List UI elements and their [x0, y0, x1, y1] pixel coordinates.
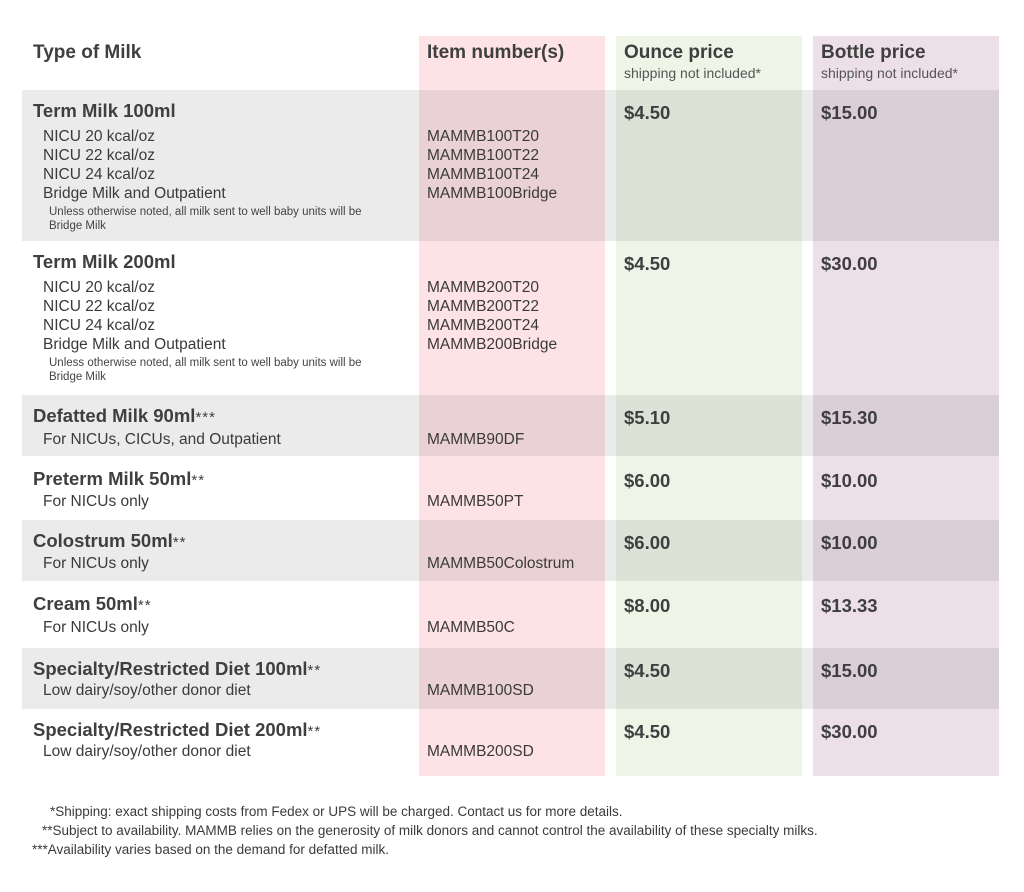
table-header — [0, 42, 1024, 90]
milk-name — [33, 719, 321, 741]
item-numbers — [427, 278, 557, 354]
header-ounce-title: Ounce price — [624, 42, 734, 63]
ounce-price: $4.50 — [624, 102, 671, 123]
variant-label: For NICUs only — [43, 619, 149, 636]
milk-name — [33, 100, 176, 122]
item-numbers — [427, 127, 557, 203]
header-type-of-milk: Type of Milk — [33, 42, 142, 63]
milk-name — [33, 530, 187, 552]
footnote-mark: *** — [32, 842, 48, 857]
availability-mark: ** — [172, 534, 187, 551]
milk-name — [33, 658, 321, 680]
milk-variants — [43, 278, 226, 354]
item-number: MAMMB100T24 — [427, 166, 539, 183]
footnote-mark: ** — [42, 823, 53, 838]
header-item-numbers: Item number(s) — [427, 42, 565, 63]
item-number: MAMMB100Bridge — [427, 185, 558, 202]
variant-label: Low dairy/soy/other donor diet — [43, 682, 251, 699]
variant-label: Low dairy/soy/other donor diet — [43, 743, 251, 760]
milk-variants — [43, 742, 251, 761]
item-number: MAMMB50PT — [427, 493, 524, 510]
milk-name-text: Specialty/Restricted Diet 100ml — [33, 658, 308, 679]
item-number: MAMMB200SD — [427, 743, 534, 760]
milk-name — [33, 593, 152, 615]
bottle-price: $10.00 — [821, 532, 878, 553]
item-numbers — [427, 430, 524, 449]
footnote-mark: * — [50, 804, 56, 819]
ounce-price: $6.00 — [624, 470, 671, 491]
variant-label: NICU 20 kcal/oz — [43, 279, 155, 296]
footnote-text: Availability varies based on the demand for defatted milk. — [47, 842, 389, 857]
milk-name-text: Defatted Milk 90ml — [33, 405, 196, 426]
milk-name-text: Colostrum 50ml — [33, 530, 173, 551]
item-number: MAMMB200Bridge — [427, 336, 558, 353]
variant-label: NICU 24 kcal/oz — [43, 166, 155, 183]
footnote — [32, 840, 818, 859]
availability-mark: ** — [137, 597, 152, 614]
variant-label: Bridge Milk and Outpatient — [43, 336, 226, 353]
table-row — [0, 241, 1024, 395]
item-numbers — [427, 681, 534, 700]
ounce-price: $6.00 — [624, 532, 671, 553]
item-number: MAMMB100SD — [427, 682, 534, 699]
row-note: Unless otherwise noted, all milk sent to well baby units will be Bridge Milk — [49, 357, 362, 383]
bottle-price: $15.30 — [821, 407, 878, 428]
header-bottle-price — [821, 42, 1001, 81]
table-row — [0, 583, 1024, 646]
item-number: MAMMB200T24 — [427, 317, 539, 334]
item-number: MAMMB100T20 — [427, 128, 539, 145]
availability-mark: ** — [307, 662, 322, 679]
item-number: MAMMB200T20 — [427, 279, 539, 296]
milk-variants — [43, 127, 226, 203]
variant-label: Bridge Milk and Outpatient — [43, 185, 226, 202]
variant-label: NICU 22 kcal/oz — [43, 298, 155, 315]
bottle-price: $13.33 — [821, 595, 878, 616]
milk-variants — [43, 681, 251, 700]
item-number: MAMMB50C — [427, 619, 515, 636]
variant-label: For NICUs only — [43, 493, 149, 510]
footnote — [32, 821, 818, 840]
table-row — [0, 648, 1024, 709]
ounce-price: $5.10 — [624, 407, 671, 428]
milk-variants — [43, 618, 149, 637]
item-number: MAMMB200T22 — [427, 298, 539, 315]
footnote-text: Shipping: exact shipping costs from Fedex or UPS will be charged. Contact us for more details. — [55, 804, 623, 819]
table-row — [0, 395, 1024, 456]
bottle-price: $10.00 — [821, 470, 878, 491]
table-row — [0, 90, 1024, 241]
availability-mark: *** — [195, 409, 216, 426]
milk-name-text: Term Milk 200ml — [33, 251, 176, 272]
header-ounce-price — [624, 42, 804, 81]
bottle-price: $30.00 — [821, 721, 878, 742]
milk-name — [33, 405, 216, 427]
milk-name — [33, 468, 205, 490]
item-numbers — [427, 618, 515, 637]
footnotes — [32, 802, 818, 859]
milk-name-text: Preterm Milk 50ml — [33, 468, 192, 489]
ounce-price: $4.50 — [624, 660, 671, 681]
header-bottle-title: Bottle price — [821, 42, 926, 63]
variant-label: NICU 20 kcal/oz — [43, 128, 155, 145]
item-number: MAMMB90DF — [427, 431, 525, 448]
variant-label: For NICUs, CICUs, and Outpatient — [43, 431, 281, 448]
ounce-price: $4.50 — [624, 253, 671, 274]
milk-variants — [43, 492, 149, 511]
variant-label: NICU 24 kcal/oz — [43, 317, 155, 334]
table-row — [0, 458, 1024, 520]
row-note: Unless otherwise noted, all milk sent to well baby units will be Bridge Milk — [49, 206, 362, 232]
item-numbers — [427, 554, 574, 573]
ounce-price: $8.00 — [624, 595, 671, 616]
bottle-price: $15.00 — [821, 102, 878, 123]
bottle-price: $15.00 — [821, 660, 878, 681]
variant-label: NICU 22 kcal/oz — [43, 147, 155, 164]
item-numbers — [427, 742, 534, 761]
item-numbers — [427, 492, 523, 511]
milk-variants — [43, 430, 281, 449]
milk-name — [33, 251, 176, 273]
bottle-price: $30.00 — [821, 253, 878, 274]
item-number: MAMMB100T22 — [427, 147, 539, 164]
availability-mark: ** — [307, 723, 322, 740]
footnote — [32, 802, 818, 821]
header-ounce-subtitle: shipping not included* — [624, 65, 761, 81]
milk-variants — [43, 554, 149, 573]
milk-name-text: Cream 50ml — [33, 593, 138, 614]
variant-label: For NICUs only — [43, 555, 149, 572]
header-bottle-subtitle: shipping not included* — [821, 65, 958, 81]
milk-name-text: Term Milk 100ml — [33, 100, 176, 121]
footnote-text: Subject to availability. MAMMB relies on the generosity of milk donors and cannot control the availability of these specialty milks. — [52, 823, 818, 838]
availability-mark: ** — [191, 472, 206, 489]
item-number: MAMMB50Colostrum — [427, 555, 575, 572]
ounce-price: $4.50 — [624, 721, 671, 742]
table-row — [0, 520, 1024, 581]
milk-name-text: Specialty/Restricted Diet 200ml — [33, 719, 308, 740]
table-row — [0, 709, 1024, 774]
